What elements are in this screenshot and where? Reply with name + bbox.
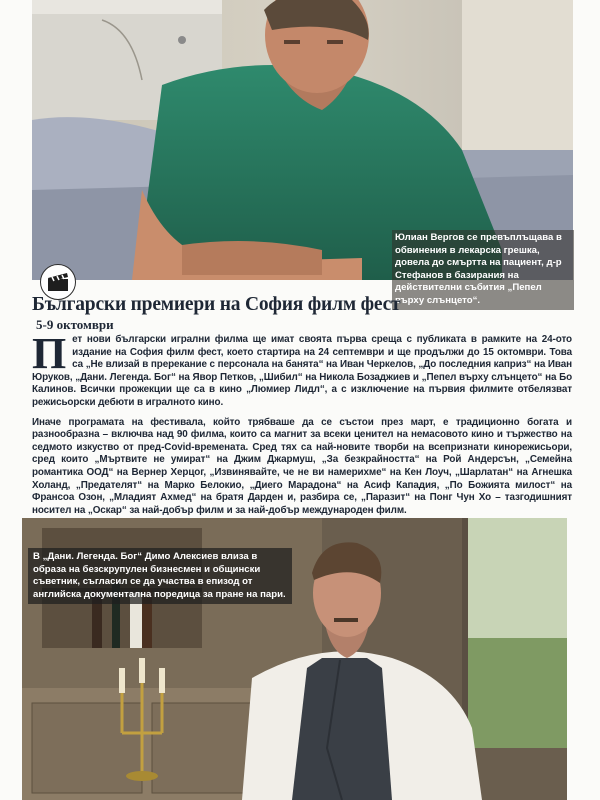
drop-cap: П <box>32 329 67 378</box>
article-body <box>32 329 572 517</box>
top-photo-caption: Юлиан Вергов се превъплъщава в обвинения в лекарска грешка, довела до смъртта на пациент, д-р Стефанов в базирания на действителни събития „Пепел върху слънцето“. <box>392 230 574 310</box>
bottom-photo-caption: В „Дани. Легенда. Бог“ Димо Алексиев влиза в образа на безскрупулен бизнесмен и общински съветник, съгласил се да участва в епизод от английска документална поредица за пране на пари. <box>28 548 292 604</box>
article-headline: Български премиери на София филм фест <box>32 294 401 315</box>
festival-dates: 5-9 октомври <box>36 317 114 332</box>
article-paragraph: Иначе програмата на фестивала, който трябваше да се състои през март, е традиционно богата и разнообразна – включва над 90 филма, които са магнит за всеки ценител на немасовото кино и тържество на седмото изкуство от пред-Covid-времената. Сред тях са най-новите творби на всепризнати кинорежисьори, сред които „Мъртвите не умират“ на Джим Джармуш, „За безкрайността“ на Рой Андерсън, „Семейна романтика ООД“ на Вернер Херцог, „Извинявайте, че не ви намерихме“ на Кен Лоуч, „Шарлатан“ на Агнешка Холанд, „Предателят“ на Марко Белокио, „Диего Марадона“ на Асиф Кападия, „По Божията милост“ на Франсоа Озон, „Младият Ахмед“ на братя Дарден и, разбира се, „Паразит“ на Понг Чун Хо – тазгодишният носител на „Оскар“ за най-добър филм и за най-добър международен филм. <box>32 416 572 516</box>
article-paragraph <box>32 329 572 410</box>
paragraph-1-text: ет нови български игрални филма ще имат своята първа среща с публиката в рамките на 24-ото издание на София филм фест, което стартира на 24 септември и ще продължи до 15 октомври. Това са „Не влизай в пререкание с персонала на банята“ на Иван Черкелов, „До последния каприз“ на Иван Юруков, „Дани. Легенда. Бог“ на Явор Петков, „Шибил“ на Никола Бозаджиев и „Пепел върху слънцето“ на Бо Калинов. Всички прожекции ще са в кино „Люмиер Лидл“, а с изключение на първия филмите отбелязват режисьорски дебюти в игралното кино. <box>32 334 572 408</box>
